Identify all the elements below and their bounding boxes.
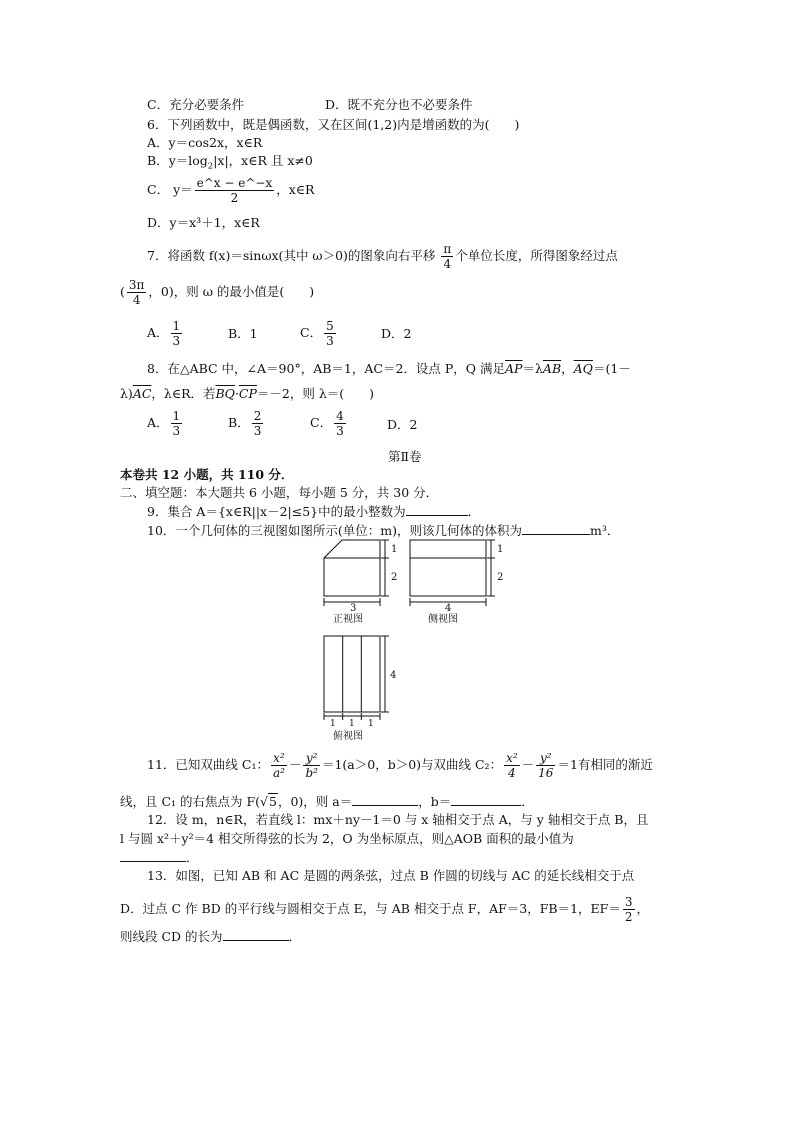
side-view [410,540,495,606]
q8-vec-cp: $\overline{CP}$ [238,386,257,401]
side-view-caption: 侧视图 [428,614,458,625]
q6-d-expr: y＝x³＋1，x∈R [169,215,260,230]
q10-answer-blank [522,522,590,535]
q11-line2: 线，且 C₁ 的右焦点为 F(√5，0)，则 a＝ ，b＝ ． [120,794,534,809]
q8-line2 [120,386,374,402]
q7-point-fraction [127,278,147,307]
q13-ef-fraction [623,895,635,924]
q11-post: ＝1有相同的渐近 [557,757,653,772]
q7-shift-den: 4 [443,257,452,271]
three-view-figure [318,536,508,726]
q8-dot: · [234,386,239,401]
q11-h2-num-a: x² [506,751,518,765]
q8-line2-pre: λ) [120,386,133,401]
q6-c-fraction [195,176,275,205]
q7-c-den: 3 [326,334,334,348]
q10-text: 10．一个几何体的三视图如图所示(单位：m)，则该几何体的体积为 [147,523,523,538]
q12-line3-end: ． [186,850,199,865]
q13-line2-end: ， [636,901,650,916]
q6-a-expr: y＝cos2x，x∈R [168,135,263,150]
q7-point-num: 3π [128,278,145,292]
q11-line2-pre: 线，且 C₁ 的右焦点为 F( [120,794,261,809]
q8-vec-bq: $\overline{BQ}$ [215,386,235,401]
top-view-caption: 俯视图 [333,731,363,742]
q11-h2-den-b: 16 [538,766,554,780]
q6-c-num: e^x − e^−x [196,176,273,190]
top-depth-label: 4 [390,670,397,681]
q9-end: ． [467,504,481,519]
q6-c-label: C． [147,182,170,197]
q7-line1-pre: 7．将函数 f(x)＝sinωx(其中 ω＞0)的图象向右平移 [147,248,436,263]
q11-answer-a-blank [352,793,418,806]
front-view-outline [324,540,380,596]
q8-option-c [310,409,348,438]
q7-a-fraction [171,319,183,348]
q8-option-b [228,409,265,438]
q7-c-fraction [324,319,336,348]
q11-answer-b-blank [451,793,521,806]
q8-comma: ， [561,361,574,376]
q6-b-label: B． [147,153,169,168]
top-col-label-2: 1 [349,719,355,726]
q11-pre: 11．已知双曲线 C₁： [147,757,269,772]
q13-line3-text: 则线段 CD 的长为 [120,929,223,944]
q7-line2-post: ，0)，则 ω 的最小值是( ) [148,284,315,299]
front-view-caption: 正视图 [333,614,363,625]
q8-vec-ac: $\overline{AC}$ [132,386,152,401]
q7-a-den: 3 [172,334,181,348]
q13-line2-pre: D．过点 C 作 BD 的平行线与圆相交于点 E，与 AB 相交于点 F，AF＝3，FB＝1，EF＝ [120,901,621,916]
section-title: 第Ⅱ卷 [388,449,422,464]
q13-ef-den: 2 [624,910,633,924]
front-height-bottom-label: 2 [391,572,398,583]
q6-a-label: A． [147,135,169,150]
q8-line1 [147,361,631,377]
q5-option-d: D．既不充分也不必要条件 [325,97,473,112]
side-height-top-label: 1 [497,544,504,555]
q12-line3 [120,849,199,866]
q12-line2: l 与圆 x²＋y²＝4 相交所得弦的长为 2，O 为坐标原点，则△AOB 面积的最小值为 [120,831,574,846]
q12-line1: 12．设 m，n∈R，若直线 l：mx＋ny－1＝0 与 x 轴相交于点 A，与 y 轴相交于点 B，且 [147,812,649,827]
q13-line2 [120,895,649,924]
q8-b-num: 2 [253,409,262,423]
three-view-svg [318,536,508,726]
front-width-label: 3 [350,603,357,614]
q8-c-num: 4 [336,409,344,423]
q8-b-fraction [252,409,264,438]
q6-c-tail: ，x∈R [276,182,315,197]
top-col-label-3: 1 [368,719,374,726]
q7-line1-post: 个单位长度，所得图象经过点 [455,248,618,263]
q8-a-num: 1 [172,409,181,423]
q10-unit: m³． [590,523,620,538]
q11-mid: ＝1(a＞0，b＞0)与双曲线 C₂： [321,757,503,772]
q8-eq-one: ＝(1－ [592,361,631,376]
q8-vec-aq: $\overline{AQ}$ [573,361,593,376]
q6-c-lhs: y＝ [173,182,193,197]
q8-option-d: D．2 [387,417,418,432]
section-note: 本卷共 12 小题，共 110 分． [120,467,294,482]
q13-answer-blank [223,928,289,941]
q11-line2-end: ． [521,794,534,809]
q8-line1-text: 8．在△ABC 中，∠A＝90°，AB＝1，AC＝2．设点 P，Q 满足 [147,361,506,376]
q7-option-a [147,319,184,348]
q9-text: 9．集合 A＝{x∈R||x－2|≤5}中的最小整数为 [147,504,406,519]
q11-line2-b: ，b＝ [418,794,452,809]
q11-line1 [147,751,653,780]
q11-h2-fraction-b [536,751,555,780]
q7-shift-num: π [443,242,452,256]
q11-h2-fraction-a [504,751,520,780]
q8-c-label: C． [310,415,333,430]
q12-answer-blank [120,849,186,862]
q13-line1: 13．如图，已知 AB 和 AC 是圆的两条弦，过点 B 作圆的切线与 AC 的延长线相交于点 [147,868,635,883]
q7-point-den: 4 [132,293,141,307]
top-view-outline [324,636,380,712]
q7-c-num: 5 [326,319,334,333]
q8-b-label: B． [228,415,250,430]
q13-ef-num: 3 [624,895,633,909]
q7-shift-fraction [441,242,453,271]
q8-option-a [147,409,184,438]
q7-a-label: A． [147,325,169,340]
q11-h1-num-a: x² [271,751,287,766]
top-col-label-1: 1 [330,719,336,726]
q11-sqrt-value: 5 [269,794,277,809]
top-view [324,636,389,720]
q8-a-label: A． [147,415,169,430]
q6-stem: 6．下列函数中，既是偶函数，又在区间(1,2)内是增函数的为( ) [147,117,520,132]
q7-option-b: B．1 [228,326,258,341]
front-view [324,540,389,606]
side-height-bottom-label: 2 [497,572,504,583]
q11-minus-2: － [521,757,535,772]
q8-vec-ab: $\overline{AB}$ [542,361,562,376]
side-width-label: 4 [445,603,452,614]
q9 [147,503,480,520]
q7-c-label: C． [300,325,323,340]
q6-option-a [147,135,262,151]
q5-option-c: C．充分必要条件 [147,97,245,112]
side-view-outline [410,540,486,596]
q7-option-d: D．2 [381,326,412,341]
front-height-top-label: 1 [391,544,398,555]
section-part: 二、填空题：本大题共 6 小题，每小题 5 分，共 30 分． [120,485,439,500]
q8-a-den: 3 [172,424,181,438]
q8-line2-post: ＝－2，则 λ＝( ) [256,386,375,401]
q8-c-den: 3 [336,424,344,438]
q8-c-fraction [334,409,346,438]
q8-vec-ap: $\overline{AP}$ [505,361,523,376]
q6-b-sub: 2 [207,161,214,172]
q7-line1 [147,242,618,271]
q11-minus-1: － [288,757,302,772]
q8-b-den: 3 [253,424,262,438]
q8-eq-lambda: ＝λ [522,361,543,376]
q6-d-label: D． [147,215,170,230]
q6-option-d [147,215,260,231]
q7-option-c [300,319,338,348]
q6-option-c [147,176,314,205]
q13-line3-end: ． [288,929,302,944]
q11-h2-num-b: y² [536,751,555,766]
q8-a-fraction [171,409,183,438]
q13-line3 [120,928,301,945]
q11-h1-fraction-a [271,751,287,780]
q11-h2-den-a: 4 [508,766,516,780]
q6-option-b [147,153,313,175]
q8-line2-mid: ，λ∈R．若 [151,386,216,401]
q11-line2-mid: ，0)，则 a＝ [277,794,353,809]
q7-line2: ( $\frac{3\pi}{4}$ ，0)，则 ω 的最小值是( ) [120,278,315,307]
q11-h1-fraction-b [303,751,320,780]
q9-answer-blank [406,503,468,516]
q6-c-den: 2 [230,191,239,205]
q7-a-num: 1 [172,319,181,333]
q6-b-expr-post: |x|，x∈R 且 x≠0 [213,153,313,168]
q11-h1-den-a: a² [272,766,285,780]
q11-h1-num-b: y² [303,751,320,766]
q11-h1-den-b: b² [305,766,318,780]
q6-b-expr-pre: y＝log [168,153,208,168]
